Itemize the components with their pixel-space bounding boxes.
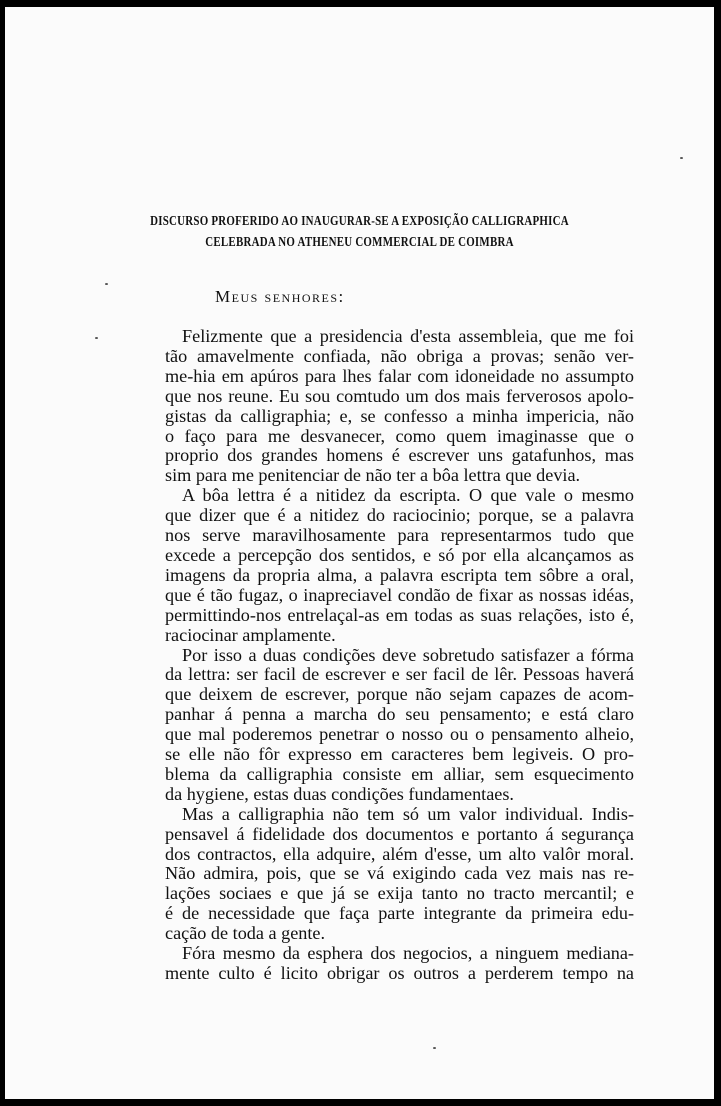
- text-line: Felizmente que a presidencia d'esta assembleia, que me foi: [182, 326, 634, 346]
- text-line: cação de toda a gente.: [165, 923, 326, 944]
- text-line: lações sociaes e que já se exija tanto no tracto mercantil; e: [165, 883, 634, 904]
- text-line: Fóra mesmo da esphera dos negocios, a ninguem mediana-: [182, 943, 634, 964]
- text-line: proprio dos grandes homens é escrever uns gatafunhos, mas: [165, 445, 634, 466]
- text-line: mente culto é licito obrigar os outros a perderem tempo na: [165, 963, 634, 983]
- title-line-1: DISCURSO PROFERIDO AO INAUGURAR-SE A EXPOSIÇÃO CALLIGRAPHICA: [150, 214, 569, 229]
- text-line: da hygiene, estas duas condições fundamentaes.: [165, 783, 514, 804]
- text-line: raciocinar amplamente.: [165, 624, 336, 645]
- text-line: blema da calligraphia consiste em alliar, sem esquecimento: [165, 763, 634, 784]
- salutation: Meus senhores:: [215, 287, 345, 306]
- text-line: sim para me penitenciar de não ter a bôa lettra que devia.: [165, 465, 581, 486]
- ink-speck: [433, 1047, 436, 1049]
- text-line: Mas a calligraphia não tem só um valor individual. Indis-: [182, 803, 634, 824]
- body-text: [165, 327, 634, 984]
- ink-speck: [680, 157, 683, 159]
- text-line: me-hia em apúros para lhes falar com idoneidade no assumpto: [165, 365, 634, 386]
- text-line: é de necessidade que faça parte integrante da primeira edu-: [165, 903, 634, 924]
- text-line: que mal poderemos penetrar o nosso ou o pensamento alheio,: [165, 724, 634, 745]
- text-line: excede a percepção dos sentidos, e só por ella alcançamos as: [165, 544, 634, 565]
- text-line: que é tão fugaz, o inapreciavel condão de fixar as nossas idéas,: [165, 584, 634, 605]
- text-line: da lettra: ser facil de escrever e ser facil de lêr. Pessoas haverá: [165, 664, 634, 685]
- ink-speck: [105, 283, 108, 285]
- ink-speck: [95, 337, 98, 339]
- text-line: gistas da calligraphia; e, se confesso a minha impericia, não: [165, 405, 634, 426]
- text-line: tão amavelmente confiada, não obriga a provas; senão ver-: [165, 345, 634, 366]
- text-line: que nos reune. Eu sou comtudo um dos mais ferverosos apolo-: [165, 385, 634, 406]
- document-page: [5, 7, 714, 1099]
- text-line: A bôa lettra é a nitidez da escripta. O que vale o mesmo: [182, 485, 634, 506]
- title-line-2: CELEBRADA NO ATHENEU COMMERCIAL DE COIMBRA: [205, 235, 514, 250]
- text-line: panhar á penna a marcha do seu pensamento; e está claro: [165, 704, 634, 725]
- text-line: o faço para me desvanecer, como quem imaginasse que o: [165, 425, 634, 446]
- text-line: nos serve maravilhosamente para representarmos tudo que: [165, 525, 634, 546]
- text-line: imagens da propria alma, a palavra escripta tem sôbre a oral,: [165, 564, 634, 585]
- text-line: permittindo-nos entrelaçal-as em todas as suas relações, isto é,: [165, 604, 634, 625]
- text-line: se elle não fôr expresso em caracteres bem legiveis. O pro-: [165, 744, 634, 765]
- text-line: que deixem de escrever, porque não sejam capazes de acom-: [165, 684, 634, 705]
- text-line: Por isso a duas condições deve sobretudo satisfazer a fórma: [182, 644, 634, 665]
- text-line: que dizer que é a nitidez do raciocinio; porque, se a palavra: [165, 505, 634, 526]
- text-line: Não admira, pois, que se vá exigindo cada vez mais nas re-: [165, 863, 634, 884]
- text-line: dos contractos, ella adquire, além d'esse, um alto valôr moral.: [165, 843, 634, 864]
- text-line: pensavel á fidelidade dos documentos e portanto á segurança: [165, 823, 634, 844]
